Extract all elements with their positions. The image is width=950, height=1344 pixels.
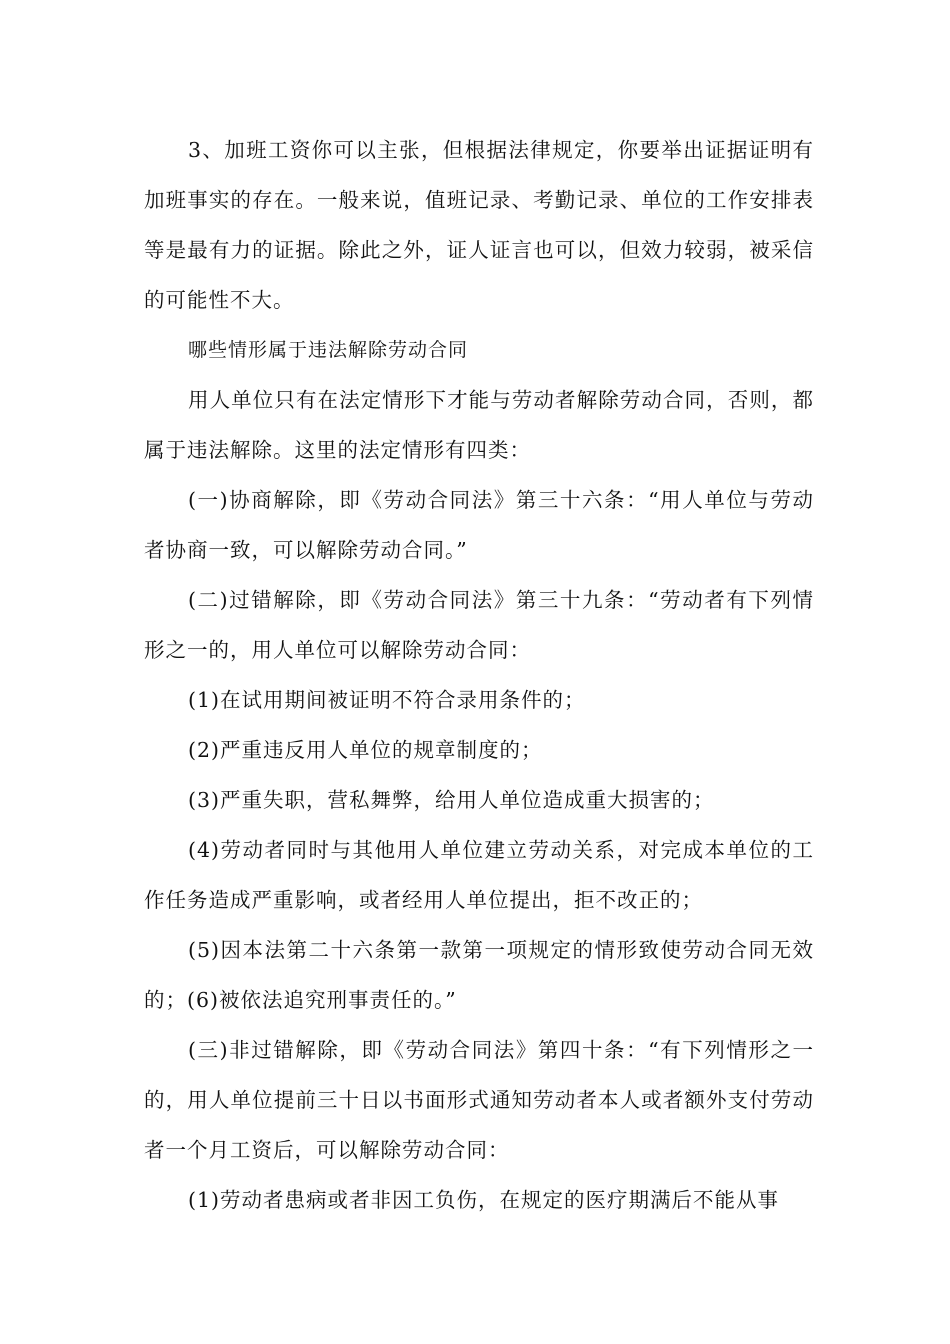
list-item-2: (2)严重违反用人单位的规章制度的； [188,738,543,762]
paragraph-mutual-termination: (一)协商解除，即《劳动合同法》第三十六条：“用人单位与劳动者协商一致，可以解除劳动合同。” [144,488,814,562]
paragraph-fault-termination: (二)过错解除，即《劳动合同法》第三十九条：“劳动者有下列情形之一的，用人单位可以解除劳动合同： [144,588,814,662]
paragraph-legal-situations: 用人单位只有在法定情形下才能与劳动者解除劳动合同，否则，都属于违法解除。这里的法定情形有四类： [144,388,814,462]
list-item-illness: (1)劳动者患病或者非因工负伤，在规定的医疗期满后不能从事 [188,1188,780,1212]
list-item-1: (1)在试用期间被证明不符合录用条件的； [188,688,586,712]
paragraph-overtime-pay: 3、加班工资你可以主张，但根据法律规定，你要举出证据证明有加班事实的存在。一般来说，值班记录、考勤记录、单位的工作安排表等是最有力的证据。除此之外，证人证言也可以，但效力较弱，被采信的可能性不大。 [144,138,814,312]
list-item-4: (4)劳动者同时与其他用人单位建立劳动关系，对完成本单位的工作任务造成严重影响，或者经用人单位提出，拒不改正的； [144,838,814,912]
section-heading: 哪些情形属于违法解除劳动合同 [188,339,469,361]
list-item-3: (3)严重失职，营私舞弊，给用人单位造成重大损害的； [188,788,715,812]
paragraph-non-fault-termination: (三)非过错解除，即《劳动合同法》第四十条：“有下列情形之一的，用人单位提前三十日以书面形式通知劳动者本人或者额外支付劳动者一个月工资后，可以解除劳动合同： [144,1038,814,1162]
document-body [144,125,814,1225]
list-item-5-6: (5)因本法第二十六条第一款第一项规定的情形致使劳动合同无效的；(6)被依法追究刑事责任的。” [144,938,814,1012]
